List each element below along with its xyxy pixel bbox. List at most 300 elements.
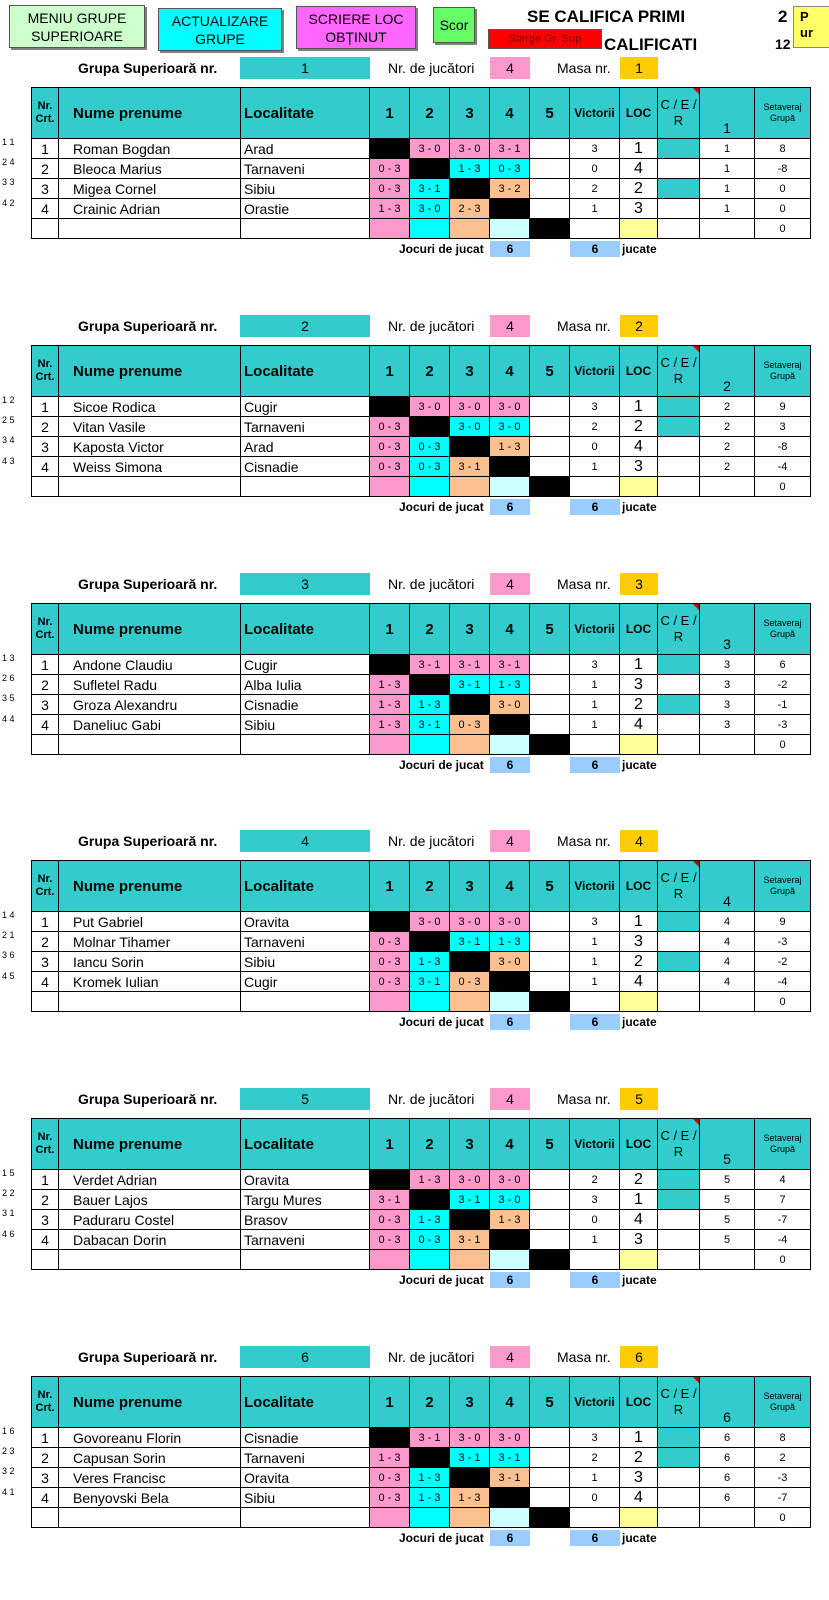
player-name-cell[interactable]: Sicoe Rodica — [59, 397, 241, 417]
totals-cell — [570, 219, 620, 239]
score-cell[interactable]: 3 - 1 — [490, 1468, 530, 1488]
player-number-cell[interactable]: 2 — [32, 675, 59, 695]
player-name-cell[interactable]: Andone Claudiu — [59, 655, 241, 675]
diagonal-cell[interactable] — [370, 397, 410, 417]
score-cell-empty[interactable] — [530, 139, 570, 159]
player-number-cell[interactable]: 3 — [32, 695, 59, 715]
players-count-box[interactable]: 4 — [490, 1088, 530, 1110]
score-cell[interactable]: 3 - 0 — [490, 1428, 530, 1448]
score-cell[interactable]: 0 - 3 — [450, 972, 490, 992]
status-cell[interactable] — [658, 675, 700, 695]
wins-cell[interactable]: 0 — [570, 1210, 620, 1230]
wins-cell[interactable]: 2 — [570, 1170, 620, 1190]
score-cell[interactable]: 3 - 0 — [450, 1428, 490, 1448]
score-cell-empty[interactable] — [530, 1488, 570, 1508]
players-count-box[interactable]: 4 — [490, 315, 530, 337]
status-cell[interactable] — [658, 437, 700, 457]
score-cell[interactable]: 1 - 3 — [410, 1488, 450, 1508]
group-number-box[interactable]: 5 — [240, 1088, 370, 1110]
score-cell[interactable]: 3 - 0 — [490, 397, 530, 417]
score-cell-empty[interactable] — [530, 1428, 570, 1448]
status-cell[interactable] — [658, 1428, 700, 1448]
score-cell[interactable]: 0 - 3 — [370, 1468, 410, 1488]
col-header-set: Setaveraj Grupă — [755, 88, 811, 139]
status-cell[interactable] — [658, 457, 700, 477]
totals-cell — [32, 477, 59, 497]
group-number-box[interactable]: 4 — [240, 830, 370, 852]
seed-label: 2 6 — [2, 673, 15, 683]
wins-cell[interactable]: 2 — [570, 417, 620, 437]
score-cell-empty[interactable] — [530, 912, 570, 932]
wins-cell[interactable]: 2 — [570, 1448, 620, 1468]
player-number-cell[interactable]: 3 — [32, 437, 59, 457]
score-cell[interactable]: 3 - 1 — [450, 1190, 490, 1210]
wins-cell[interactable]: 3 — [570, 655, 620, 675]
totals-cell — [410, 1250, 450, 1270]
score-cell[interactable]: 0 - 3 — [370, 972, 410, 992]
diagonal-cell[interactable] — [370, 912, 410, 932]
score-cell[interactable]: 0 - 3 — [490, 159, 530, 179]
diagonal-cell[interactable] — [490, 715, 530, 735]
wins-cell[interactable]: 3 — [570, 139, 620, 159]
player-number-cell[interactable]: 3 — [32, 1210, 59, 1230]
score-cell[interactable]: 1 - 3 — [370, 695, 410, 715]
player-name-cell[interactable]: Roman Bogdan — [59, 139, 241, 159]
status-cell[interactable] — [658, 715, 700, 735]
wins-cell[interactable]: 1 — [570, 199, 620, 219]
col-header-1: 1 — [370, 604, 410, 655]
player-number-cell[interactable]: 2 — [32, 1190, 59, 1210]
score-cell[interactable]: 3 - 1 — [450, 675, 490, 695]
score-cell[interactable]: 0 - 3 — [410, 457, 450, 477]
player-city-cell[interactable]: Cugir — [241, 972, 370, 992]
score-cell[interactable]: 3 - 0 — [490, 695, 530, 715]
status-cell[interactable] — [658, 397, 700, 417]
score-cell[interactable]: 3 - 0 — [490, 1170, 530, 1190]
player-name-cell[interactable]: Kaposta Victor — [59, 437, 241, 457]
score-cell[interactable]: 3 - 0 — [450, 417, 490, 437]
status-cell[interactable] — [658, 417, 700, 437]
player-number-cell[interactable]: 3 — [32, 952, 59, 972]
player-name-cell[interactable]: Weiss Simona — [59, 457, 241, 477]
wins-cell[interactable]: 3 — [570, 1428, 620, 1448]
table-number-box[interactable]: 3 — [620, 573, 658, 595]
players-count-box[interactable]: 4 — [490, 830, 530, 852]
status-cell[interactable] — [658, 1190, 700, 1210]
score-cell[interactable]: 1 - 3 — [490, 932, 530, 952]
diagonal-cell[interactable] — [450, 179, 490, 199]
player-city-cell[interactable]: Arad — [241, 139, 370, 159]
wins-cell[interactable]: 0 — [570, 437, 620, 457]
wins-cell[interactable]: 0 — [570, 159, 620, 179]
player-number-cell[interactable]: 4 — [32, 715, 59, 735]
place-cell: 3 — [620, 932, 658, 952]
score-cell[interactable]: 1 - 3 — [490, 675, 530, 695]
player-number-cell[interactable]: 1 — [32, 912, 59, 932]
set-average-cell: 3 — [755, 417, 811, 437]
player-name-cell[interactable]: Govoreanu Florin — [59, 1428, 241, 1448]
wins-cell[interactable]: 1 — [570, 1468, 620, 1488]
score-cell[interactable]: 3 - 1 — [490, 139, 530, 159]
wins-cell[interactable]: 3 — [570, 912, 620, 932]
score-cell-empty[interactable] — [530, 932, 570, 952]
score-cell[interactable]: 0 - 3 — [370, 437, 410, 457]
diagonal-cell[interactable] — [490, 972, 530, 992]
score-cell[interactable]: 3 - 1 — [410, 715, 450, 735]
diagonal-cell[interactable] — [410, 932, 450, 952]
diagonal-cell[interactable] — [450, 1210, 490, 1230]
wins-cell[interactable]: 1 — [570, 675, 620, 695]
score-cell[interactable]: 0 - 3 — [370, 179, 410, 199]
player-number-cell[interactable]: 2 — [32, 1448, 59, 1468]
place-cell: 1 — [620, 1190, 658, 1210]
seed-label: 3 5 — [2, 693, 15, 703]
player-city-cell[interactable]: Sibiu — [241, 952, 370, 972]
status-cell[interactable] — [658, 199, 700, 219]
group-number-box[interactable]: 1 — [240, 57, 370, 79]
wins-cell[interactable]: 1 — [570, 972, 620, 992]
wins-cell[interactable]: 3 — [570, 1190, 620, 1210]
score-cell[interactable]: 3 - 1 — [410, 1428, 450, 1448]
score-cell[interactable]: 1 - 3 — [370, 675, 410, 695]
player-city-cell[interactable]: Tarnaveni — [241, 159, 370, 179]
player-city-cell[interactable]: Sibiu — [241, 715, 370, 735]
games-footer — [0, 1014, 829, 1030]
score-cell-empty[interactable] — [530, 1190, 570, 1210]
totals-cell — [450, 992, 490, 1012]
score-cell[interactable]: 3 - 0 — [410, 139, 450, 159]
player-number-cell[interactable]: 2 — [32, 159, 59, 179]
group-block — [0, 1346, 829, 1558]
player-name-cell[interactable]: Dabacan Dorin — [59, 1230, 241, 1250]
score-cell-empty[interactable] — [530, 417, 570, 437]
player-number-cell[interactable]: 1 — [32, 397, 59, 417]
score-cell[interactable]: 3 - 0 — [410, 199, 450, 219]
player-city-cell[interactable]: Cisnadie — [241, 695, 370, 715]
score-cell-empty[interactable] — [530, 972, 570, 992]
col-header-3: 3 — [450, 604, 490, 655]
seed-label: 4 4 — [2, 714, 15, 724]
player-number-cell[interactable]: 4 — [32, 972, 59, 992]
score-cell[interactable]: 1 - 3 — [490, 437, 530, 457]
score-cell[interactable]: 0 - 3 — [370, 457, 410, 477]
score-cell-empty[interactable] — [530, 1210, 570, 1230]
score-cell[interactable]: 0 - 3 — [370, 1230, 410, 1250]
player-number-cell[interactable]: 1 — [32, 1170, 59, 1190]
group-number-box[interactable]: 2 — [240, 315, 370, 337]
player-name-cell[interactable]: Crainic Adrian — [59, 199, 241, 219]
diagonal-cell[interactable] — [410, 417, 450, 437]
player-name-cell[interactable]: Veres Francisc — [59, 1468, 241, 1488]
player-number-cell[interactable]: 2 — [32, 417, 59, 437]
table-number-box[interactable]: 1 — [620, 57, 658, 79]
diagonal-cell[interactable] — [410, 675, 450, 695]
status-cell[interactable] — [658, 912, 700, 932]
score-cell[interactable]: 3 - 1 — [450, 1448, 490, 1468]
player-city-cell[interactable]: Tarnaveni — [241, 1448, 370, 1468]
score-cell[interactable]: 3 - 1 — [410, 655, 450, 675]
delete-group-button[interactable] — [488, 29, 602, 49]
wins-cell[interactable]: 1 — [570, 695, 620, 715]
score-cell-empty[interactable] — [530, 1468, 570, 1488]
diagonal-cell[interactable] — [370, 139, 410, 159]
status-cell[interactable] — [658, 952, 700, 972]
score-cell-empty[interactable] — [530, 159, 570, 179]
score-cell[interactable]: 2 - 3 — [450, 199, 490, 219]
seed-label: 3 1 — [2, 1208, 15, 1218]
player-number-cell[interactable]: 4 — [32, 1230, 59, 1250]
update-groups-button[interactable] — [158, 8, 282, 51]
score-cell[interactable]: 3 - 2 — [490, 179, 530, 199]
player-name-cell[interactable]: Bauer Lajos — [59, 1190, 241, 1210]
score-cell[interactable]: 3 - 0 — [490, 1190, 530, 1210]
player-name-cell[interactable]: Kromek Iulian — [59, 972, 241, 992]
diagonal-cell[interactable] — [370, 1428, 410, 1448]
col-header-wins: Victorii — [570, 604, 620, 655]
status-cell[interactable] — [658, 1448, 700, 1468]
table-row — [32, 1210, 811, 1230]
score-cell[interactable]: 3 - 0 — [450, 1170, 490, 1190]
group-number-cell: 3 — [700, 675, 755, 695]
score-cell[interactable]: 3 - 1 — [410, 972, 450, 992]
status-cell[interactable] — [658, 1488, 700, 1508]
wins-cell[interactable]: 1 — [570, 932, 620, 952]
score-cell-empty[interactable] — [530, 1230, 570, 1250]
diagonal-cell[interactable] — [450, 1468, 490, 1488]
col-header-4: 4 — [490, 88, 530, 139]
score-cell[interactable]: 1 - 3 — [370, 715, 410, 735]
player-number-cell[interactable]: 1 — [32, 139, 59, 159]
score-cell[interactable]: 3 - 1 — [370, 1190, 410, 1210]
table-number-box[interactable]: 5 — [620, 1088, 658, 1110]
player-city-cell[interactable]: Oravita — [241, 912, 370, 932]
diagonal-cell[interactable] — [450, 952, 490, 972]
group-header — [0, 1088, 829, 1110]
diagonal-cell[interactable] — [450, 437, 490, 457]
score-cell-empty[interactable] — [530, 397, 570, 417]
status-cell[interactable] — [658, 655, 700, 675]
score-cell-empty[interactable] — [530, 199, 570, 219]
player-name-cell[interactable]: Bleoca Marius — [59, 159, 241, 179]
status-cell[interactable] — [658, 1468, 700, 1488]
place-cell: 2 — [620, 179, 658, 199]
menu-button[interactable] — [9, 5, 145, 48]
wins-cell[interactable]: 2 — [570, 179, 620, 199]
delete-group-label: Sterge Gr. Sup — [508, 33, 582, 45]
diagonal-cell[interactable] — [490, 1230, 530, 1250]
player-city-cell[interactable]: Alba Iulia — [241, 675, 370, 695]
diagonal-cell[interactable] — [410, 1190, 450, 1210]
table-number-box[interactable]: 2 — [620, 315, 658, 337]
set-average-cell: -7 — [755, 1210, 811, 1230]
player-name-cell[interactable]: Molnar Tihamer — [59, 932, 241, 952]
player-number-cell[interactable]: 1 — [32, 655, 59, 675]
score-cell[interactable]: 3 - 0 — [490, 417, 530, 437]
score-cell[interactable]: 1 - 3 — [410, 1170, 450, 1190]
diagonal-cell[interactable] — [490, 457, 530, 477]
score-cell[interactable]: 3 - 0 — [490, 912, 530, 932]
group-number-box[interactable]: 6 — [240, 1346, 370, 1368]
diagonal-cell[interactable] — [410, 159, 450, 179]
score-cell[interactable]: 3 - 1 — [450, 457, 490, 477]
score-cell[interactable]: 3 - 0 — [450, 139, 490, 159]
status-cell[interactable] — [658, 1230, 700, 1250]
player-city-cell[interactable]: Cisnadie — [241, 457, 370, 477]
col-header-city: Localitate — [241, 88, 370, 139]
score-cell[interactable]: 1 - 3 — [410, 952, 450, 972]
table-number-box[interactable]: 6 — [620, 1346, 658, 1368]
players-count-box[interactable]: 4 — [490, 57, 530, 79]
table-row — [32, 457, 811, 477]
score-cell-empty[interactable] — [530, 952, 570, 972]
player-number-cell[interactable]: 3 — [32, 1468, 59, 1488]
group-number-cell: 6 — [700, 1468, 755, 1488]
status-cell[interactable] — [658, 1210, 700, 1230]
player-name-cell[interactable]: Daneliuc Gabi — [59, 715, 241, 735]
score-cell[interactable]: 1 - 3 — [370, 199, 410, 219]
score-cell-empty[interactable] — [530, 457, 570, 477]
score-cell[interactable]: 0 - 3 — [370, 952, 410, 972]
diagonal-cell[interactable] — [490, 199, 530, 219]
players-count-box[interactable]: 4 — [490, 573, 530, 595]
player-name-cell[interactable]: Put Gabriel — [59, 912, 241, 932]
player-name-cell[interactable]: Sufletel Radu — [59, 675, 241, 695]
score-cell[interactable]: 3 - 1 — [490, 1448, 530, 1468]
score-cell[interactable]: 3 - 1 — [490, 655, 530, 675]
wins-cell[interactable]: 1 — [570, 457, 620, 477]
player-city-cell[interactable]: Sibiu — [241, 179, 370, 199]
score-cell[interactable]: 3 - 0 — [410, 912, 450, 932]
set-average-cell: -2 — [755, 675, 811, 695]
score-cell[interactable]: 0 - 3 — [370, 159, 410, 179]
score-cell[interactable]: 1 - 3 — [450, 1488, 490, 1508]
player-name-cell[interactable]: Capusan Sorin — [59, 1448, 241, 1468]
player-name-cell[interactable]: Vitan Vasile — [59, 417, 241, 437]
score-cell-empty[interactable] — [530, 1448, 570, 1468]
player-city-cell[interactable]: Sibiu — [241, 1488, 370, 1508]
score-cell[interactable]: 1 - 3 — [410, 695, 450, 715]
player-city-cell[interactable]: Targu Mures — [241, 1190, 370, 1210]
diagonal-cell[interactable] — [370, 655, 410, 675]
score-cell[interactable]: 1 - 3 — [490, 1210, 530, 1230]
score-cell[interactable]: 3 - 0 — [410, 397, 450, 417]
score-cell-empty[interactable] — [530, 655, 570, 675]
score-cell-empty[interactable] — [530, 437, 570, 457]
player-city-cell[interactable]: Oravita — [241, 1468, 370, 1488]
score-cell[interactable]: 0 - 3 — [450, 715, 490, 735]
diagonal-cell[interactable] — [370, 1170, 410, 1190]
player-city-cell[interactable]: Cugir — [241, 397, 370, 417]
group-title: Grupa Superioară nr. — [78, 318, 218, 334]
score-cell-empty[interactable] — [530, 1170, 570, 1190]
score-cell[interactable]: 1 - 3 — [410, 1468, 450, 1488]
player-name-cell[interactable]: Verdet Adrian — [59, 1170, 241, 1190]
status-cell[interactable] — [658, 972, 700, 992]
status-cell[interactable] — [658, 695, 700, 715]
status-cell[interactable] — [658, 1170, 700, 1190]
score-cell-empty[interactable] — [530, 715, 570, 735]
wins-cell[interactable]: 1 — [570, 1230, 620, 1250]
player-number-cell[interactable]: 1 — [32, 1428, 59, 1448]
player-number-cell[interactable]: 4 — [32, 199, 59, 219]
player-number-cell[interactable]: 4 — [32, 1488, 59, 1508]
player-name-cell[interactable]: Groza Alexandru — [59, 695, 241, 715]
status-cell[interactable] — [658, 159, 700, 179]
score-cell[interactable]: 3 - 1 — [450, 655, 490, 675]
player-number-cell[interactable]: 3 — [32, 179, 59, 199]
players-count-box[interactable]: 4 — [490, 1346, 530, 1368]
group-number-cell: 5 — [700, 1230, 755, 1250]
score-cell[interactable]: 3 - 0 — [450, 912, 490, 932]
totals-cell — [658, 992, 700, 1012]
wins-cell[interactable]: 3 — [570, 397, 620, 417]
games-to-play-box: 6 — [490, 241, 530, 257]
group-number-box[interactable]: 3 — [240, 573, 370, 595]
player-city-cell[interactable]: Tarnaveni — [241, 932, 370, 952]
col-header-name: Nume prenume — [59, 1119, 241, 1170]
score-cell[interactable]: 3 - 1 — [410, 179, 450, 199]
score-cell[interactable]: 0 - 3 — [370, 932, 410, 952]
status-cell[interactable] — [658, 139, 700, 159]
wins-cell[interactable]: 1 — [570, 715, 620, 735]
score-cell-empty[interactable] — [530, 695, 570, 715]
status-cell[interactable] — [658, 932, 700, 952]
score-cell-empty[interactable] — [530, 675, 570, 695]
score-cell[interactable]: 1 - 3 — [410, 1210, 450, 1230]
score-cell[interactable]: 0 - 3 — [370, 1210, 410, 1230]
diagonal-cell[interactable] — [490, 1488, 530, 1508]
player-city-cell[interactable]: Tarnaveni — [241, 1230, 370, 1250]
group-number-cell: 4 — [700, 932, 755, 952]
table-row — [32, 715, 811, 735]
score-cell[interactable]: 0 - 3 — [370, 1488, 410, 1508]
score-cell[interactable]: 0 - 3 — [410, 437, 450, 457]
score-button[interactable] — [433, 7, 475, 43]
diagonal-cell[interactable] — [410, 1448, 450, 1468]
score-cell[interactable]: 1 - 3 — [370, 1448, 410, 1468]
player-city-cell[interactable]: Oravita — [241, 1170, 370, 1190]
player-number-cell[interactable]: 4 — [32, 457, 59, 477]
wins-cell[interactable]: 1 — [570, 952, 620, 972]
player-city-cell[interactable]: Cugir — [241, 655, 370, 675]
score-cell[interactable]: 3 - 1 — [450, 932, 490, 952]
player-name-cell[interactable]: Benyovski Bela — [59, 1488, 241, 1508]
player-number-cell[interactable]: 2 — [32, 932, 59, 952]
player-name-cell[interactable]: Migea Cornel — [59, 179, 241, 199]
diagonal-cell[interactable] — [450, 695, 490, 715]
player-city-cell[interactable]: Brasov — [241, 1210, 370, 1230]
score-cell[interactable]: 1 - 3 — [450, 159, 490, 179]
score-cell[interactable]: 0 - 3 — [370, 417, 410, 437]
seed-label: 4 1 — [2, 1487, 15, 1497]
player-name-cell[interactable]: Paduraru Costel — [59, 1210, 241, 1230]
player-city-cell[interactable]: Orastie — [241, 199, 370, 219]
score-cell-empty[interactable] — [530, 179, 570, 199]
player-city-cell[interactable]: Tarnaveni — [241, 417, 370, 437]
table-number-box[interactable]: 4 — [620, 830, 658, 852]
player-name-cell[interactable]: Iancu Sorin — [59, 952, 241, 972]
score-cell[interactable]: 3 - 0 — [490, 952, 530, 972]
player-city-cell[interactable]: Arad — [241, 437, 370, 457]
status-cell[interactable] — [658, 179, 700, 199]
score-cell[interactable]: 3 - 1 — [450, 1230, 490, 1250]
write-place-button[interactable] — [296, 6, 416, 49]
score-cell[interactable]: 0 - 3 — [410, 1230, 450, 1250]
wins-cell[interactable]: 0 — [570, 1488, 620, 1508]
player-city-cell[interactable]: Cisnadie — [241, 1428, 370, 1448]
score-cell[interactable]: 3 - 0 — [450, 397, 490, 417]
col-header-cer-label: C / E / R — [660, 1386, 697, 1417]
